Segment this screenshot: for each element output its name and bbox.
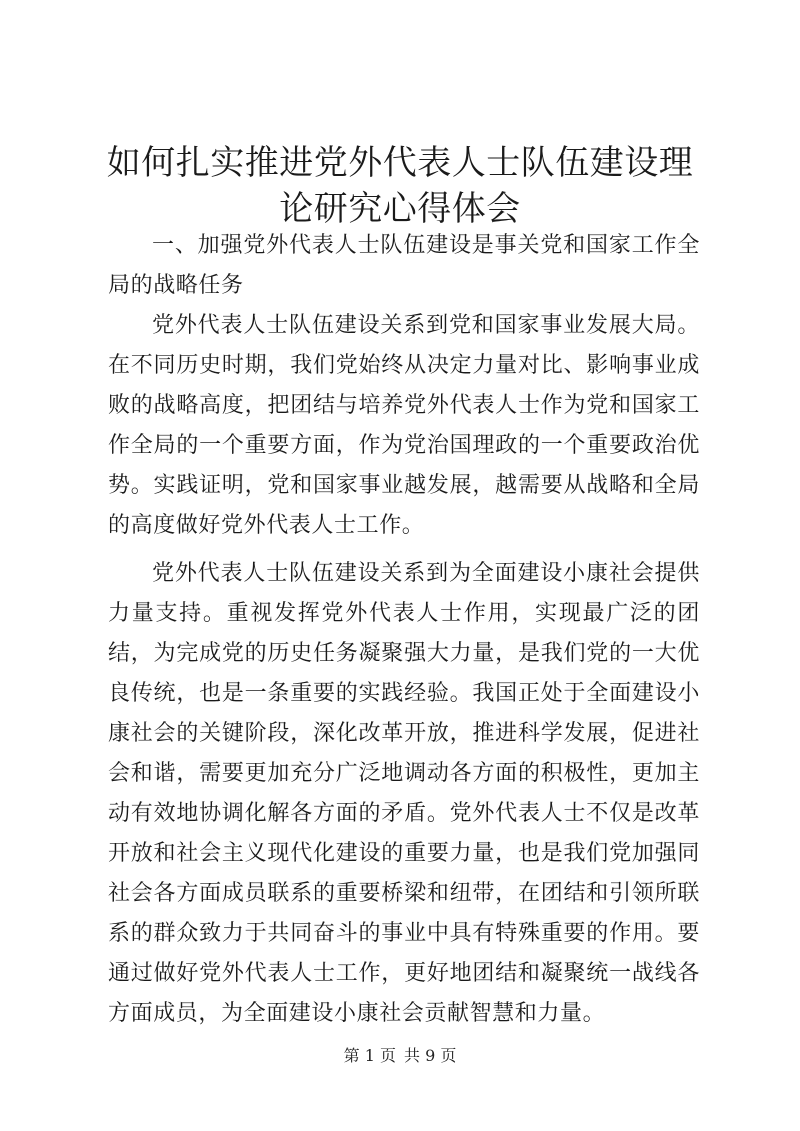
document-title: 如何扎实推进党外代表人士队伍建设理论研究心得体会 [106, 143, 694, 229]
page-total: 共 9 页 [404, 1046, 457, 1065]
page-number: 第 1 页 [343, 1046, 396, 1065]
paragraph-1: 党外代表人士队伍建设关系到党和国家事业发展大局。在不同历史时期，我们党始终从决定力量对比、影响事业成败的战略高度，把团结与培养党外代表人士作为党和国家工作全局的一个重要方面，作为党治国理政的一个重要政治优势。实践证明，党和国家事业越发展，越需要从战略和全局的高度做好党外代表人士工作。 [108, 313, 700, 538]
page-footer [0, 1045, 800, 1067]
document-body [108, 226, 700, 1034]
section-heading: 一、加强党外代表人士队伍建设是事关党和国家工作全局的战略任务 [108, 233, 700, 298]
paragraph-2: 党外代表人士队伍建设关系到为全面建设小康社会提供力量支持。重视发挥党外代表人士作用，实现最广泛的团结，为完成党的历史任务凝聚强大力量，是我们党的一大优良传统，也是一条重要的实践经验。我国正处于全面建设小康社会的关键阶段，深化改革开放，推进科学发展，促进社会和谐，需要更加充分广泛地调动各方面的积极性，更加主动有效地协调化解各方面的矛盾。党外代表人士不仅是改革开放和社会主义现代化建设的重要力量，也是我们党加强同社会各方面成员联系的重要桥梁和纽带，在团结和引领所联系的群众致力于共同奋斗的事业中具有特殊重要的作用。要通过做好党外代表人士工作，更好地团结和凝聚统一战线各方面成员，为全面建设小康社会贡献智慧和力量。 [108, 561, 700, 1026]
